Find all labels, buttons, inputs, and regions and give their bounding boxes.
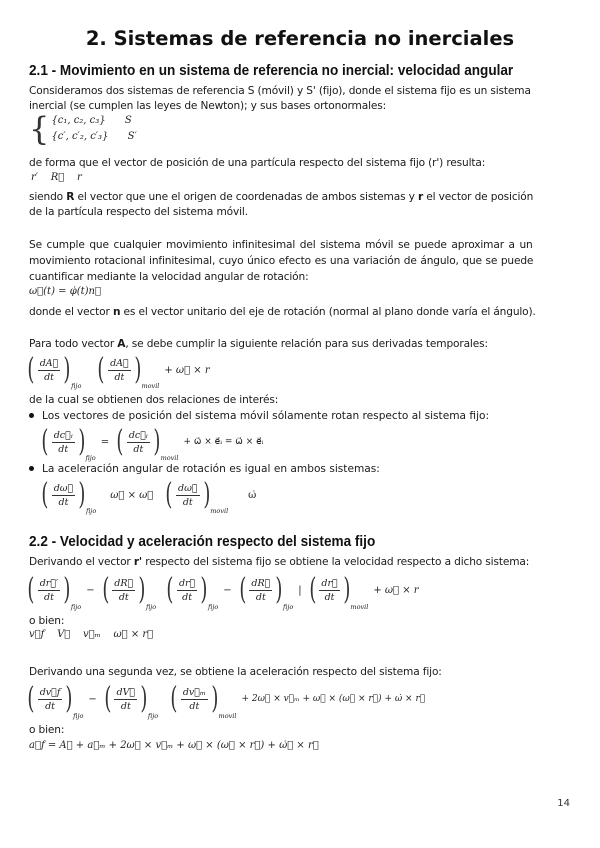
basis-fixed: {c′, c′₂, c′₃}	[51, 131, 109, 142]
paragraph: donde el vector n es el vector unitario del eje de rotación (normal al plano donde varía el ángulo).	[29, 306, 536, 318]
bullet-icon	[29, 413, 34, 418]
position-equation: r′ R⃗ r	[31, 172, 82, 183]
paragraph: movimiento rotacional infinitesimal, cuyo único efecto es una variación de ángulo, que se puede	[29, 255, 534, 267]
paragraph: Para todo vector A, se debe cumplir la siguiente relación para sus derivadas temporales:	[29, 338, 488, 350]
paragraph: Consideramos dos sistemas de referencia S (móvil) y S' (fijo), donde el sistema fijo es un sistema	[29, 85, 531, 97]
position-vectors-equation: ( $\frac{\text{dc⃗ᵢ}}{dt}$ ) fijo = ( $\frac{\text{dc⃗ᵢ}}{dt}$ ) movil + ω⃗ × e⃗ᵢ = ω⃗ × e⃗ᵢ	[41, 424, 264, 462]
section-2-1-heading: 2.1 - Movimiento en un sistema de referencia no inercial: velocidad angular	[29, 63, 514, 79]
bullet-item: Los vectores de posición del sistema móvil sólamente rotan respecto al sistema fijo:	[29, 410, 489, 422]
paragraph: de la cual se obtienen dos relaciones de interés:	[29, 394, 279, 406]
paragraph: Derivando el vector r' respecto del sistema fijo se obtiene la velocidad respecto a dicho sistema:	[29, 556, 530, 568]
paragraph: inercial (se cumplen las leyes de Newton); y sus bases ortonormales:	[29, 100, 387, 112]
bullet-icon	[29, 466, 34, 471]
paragraph: de la partícula respecto del sistema móvil.	[29, 206, 248, 218]
basis-moving-label: S	[124, 115, 132, 126]
section-2-2-heading: 2.2 - Velocidad y aceleración respecto del sistema fijo	[29, 534, 376, 550]
bullet-item: La aceleración angular de rotación es igual en ambos sistemas:	[29, 463, 380, 475]
derivative-relation-equation: ( $\frac{dA⃗}{dt}$ ) fijo ( $\frac{dA⃗}{dt}$ ) movil + ω⃗ × r	[27, 352, 210, 390]
basis-moving: {c₁, c₂, c₃}	[51, 115, 106, 126]
velocity-equation: ( $\frac{dr⃗'}{dt}$ ) fijo − ( $\frac{dR⃗}{dt}$ ) fijo ( $\frac{dr⃗}{dt}$ ) fijo − ( $\frac{dR⃗}{dt}$ ) fijo | ( $\frac{dr⃗}{dt}$ ) movil + ω⃗ × r	[27, 572, 419, 611]
paragraph: de forma que el vector de posición de una partícula respecto del sistema fijo (r') resulta:	[29, 157, 486, 169]
paragraph: Se cumple que cualquier movimiento infinitesimal del sistema móvil se puede aproximar a un	[29, 239, 533, 251]
acceleration-compact-equation: a⃗f = A⃗ + a⃗ₘ + 2ω⃗ × v⃗ₘ + ω⃗ × (ω⃗ × r⃗) + ω̇⃗ × r⃗	[29, 740, 319, 751]
angular-velocity-equation: ω⃗(t) = φ̇(t)n⃗	[29, 286, 101, 297]
basis-fixed-label: S′	[127, 131, 137, 142]
paragraph: o bien:	[29, 724, 65, 736]
basis-equation: { {c₁, c₂, c₃} S {c′, c′₂, c′₃} S′	[29, 110, 137, 148]
acceleration-equation: ( $\frac{dv⃗f}{dt}$ ) fijo − ( $\frac{dV⃗}{dt}$ ) fijo ( $\frac{\text{dv⃗ₘ}}{dt}$ ) movil + 2ω⃗ × v⃗ₘ + ω⃗ × (ω⃗ × r⃗) + ω̇ × r⃗	[27, 681, 426, 720]
paragraph: siendo R el vector que une el origen de coordenadas de ambos sistemas y r el vector de posición	[29, 191, 534, 203]
paragraph: Derivando una segunda vez, se obtiene la aceleración respecto del sistema fijo:	[29, 666, 442, 678]
angular-acceleration-equation: ( $\frac{d\omega⃗}{dt}$ ) fijo ω⃗ × ω⃗ ( $\frac{d\omega⃗}{dt}$ ) movil ω̇	[41, 477, 257, 515]
page-title: 2. Sistemas de referencia no inerciales	[85, 27, 515, 50]
velocity-compact-equation: v⃗f V⃗ v⃗ₘ ω⃗ × r⃗	[29, 629, 154, 640]
page-number: 14	[557, 798, 570, 809]
paragraph: o bien:	[29, 615, 65, 627]
paragraph: cuantificar mediante la velocidad angular de rotación:	[29, 271, 309, 283]
